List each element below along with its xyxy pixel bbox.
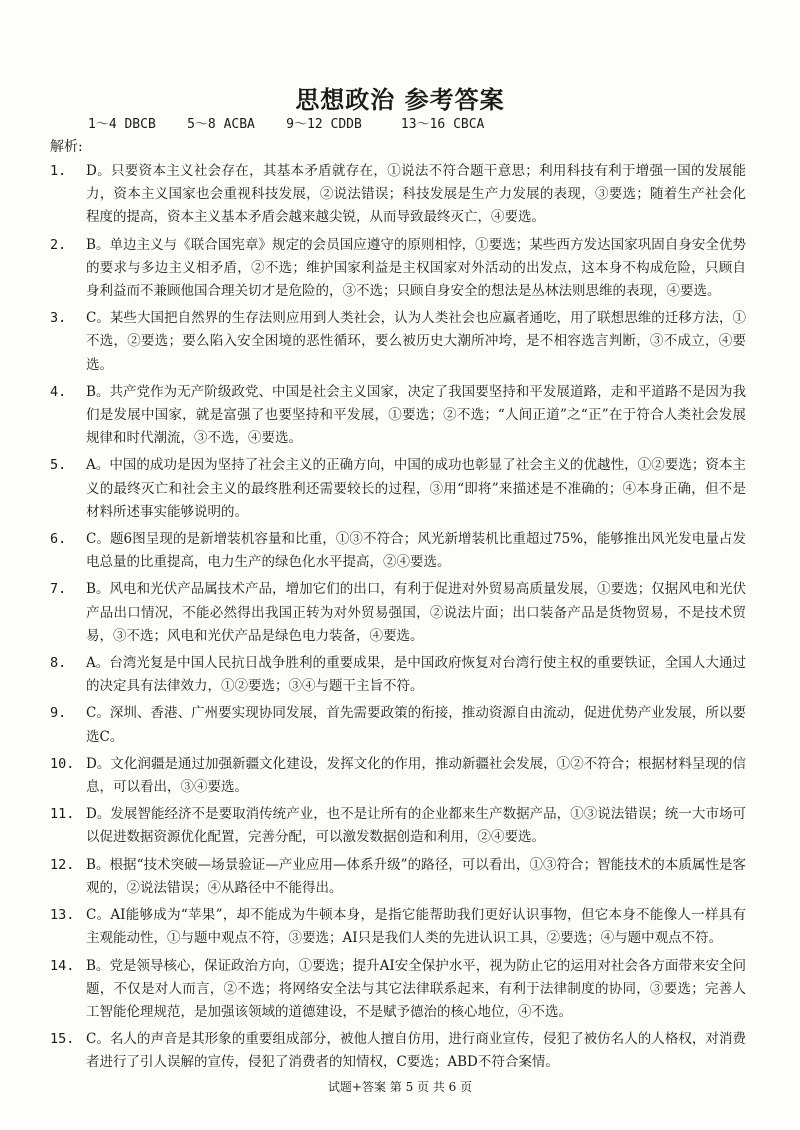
item-number: 1. [50, 163, 67, 179]
item-text: D。文化润疆是通过加强新疆文化建设，发挥文化的作用，推动新疆社会发展，①②不符合；根据材料呈现的信息，可以看出，③④要选。 [86, 755, 746, 796]
item-text: D。发展智能经济不是要取消传统产业，也不是让所有的企业都来生产数据产品，①③说法错误；统一大市场可以促进数据资源优化配置，完善分配，可以激发数据创造和利用，②④要选。 [86, 806, 746, 846]
item-number: 2. [50, 236, 67, 253]
item-text: C。AI能够成为“苹果”，却不能成为牛顿本身，是指它能帮助我们更好认识事物，但它本身不能像人一样具有主观能动性，①与题中观点不符，③要选；AI只是我们人类的先进认识工具，②要选；④与题中观点不符。 [86, 907, 746, 947]
page-title: 思想政治 参考答案 [295, 86, 505, 114]
analysis-item [0, 454, 800, 524]
analysis-item [0, 702, 800, 748]
item-number: 15. [50, 1031, 75, 1048]
item-text: B。共产党作为无产阶级政党、中国是社会主义国家，决定了我国要坚持和平发展道路，走和平道路不是因为我们是发展中国家，就是富强了也要坚持和平发展，①要选；②不选；“人间正道”之“正”在于符合人类社会发展规律和时代潮流，③不选，④要选。 [86, 383, 746, 447]
analysis-item [0, 307, 800, 377]
analysis-list [0, 160, 800, 1079]
answer-key-line: 1～4 DBCB 5～8 ACBA 9～12 CDDB 13～16 CBCA [88, 117, 485, 132]
analysis-item [0, 854, 800, 900]
item-text: C。深圳、香港、广州要实现协同发展，首先需要政策的衔接，推动资源自由流动，促进优势产业发展，所以要选C。 [86, 705, 746, 745]
item-number: 11. [50, 806, 75, 823]
analysis-item [0, 234, 800, 304]
item-number: 14. [50, 957, 75, 974]
item-text: B。党是领导核心，保证政治方向，①要选；提升AI安全保护水平，视为防止它的运用对社会各方面带来安全问题，不仅是对人而言，②不选；将网络安全法与其它法律联系起来，有利于法律制度的协同，③要选；完善人工智能伦理规范，是加强该领域的道德建设，不是赋予德治的核心地位，④不选。 [86, 957, 746, 1020]
analysis-item [0, 1028, 800, 1074]
item-number: 7. [50, 581, 67, 598]
analysis-heading: 解析: [50, 139, 83, 155]
analysis-item [0, 753, 800, 799]
analysis-item [0, 381, 800, 451]
item-number: 6. [50, 531, 67, 548]
item-text: A。台湾光复是中国人民抗日战争胜利的重要成果，是中国政府恢复对台湾行使主权的重要铁证，全国人大通过的决定具有法律效力，①②要选；③④与题干主旨不符。 [86, 655, 746, 695]
item-text: C。某些大国把自然界的生存法则应用到人类社会，认为人类社会也应赢者通吃，用了联想思维的迁移方法，①不选，②要选；要么陷入安全困境的恶性循环，要么被历史大潮所冲垮，是不相容选言判断，③不成立，④要选。 [86, 310, 746, 373]
item-number: 13. [50, 907, 75, 924]
analysis-item [0, 803, 800, 849]
item-number: 12. [50, 856, 75, 873]
analysis-item [0, 528, 800, 574]
item-text: B。风电和光伏产品属技术产品，增加它们的出口，有利于促进对外贸易高质量发展，①要选；仅据风电和光伏产品出口情况，不能必然得出我国正转为对外贸易强国，②说法片面；出口装备产品是货物贸易，不是技术贸易，③不选；风电和光伏产品是绿色电力装备，④要选。 [86, 581, 746, 644]
item-number: 10. [50, 755, 75, 772]
analysis-item [0, 578, 800, 648]
item-number: 8. [50, 655, 67, 672]
analysis-item [0, 652, 800, 698]
analysis-item [0, 904, 800, 950]
item-number: 3. [50, 310, 67, 327]
page-footer: 试题+答案 第 5 页 共 6 页 [327, 1080, 473, 1094]
item-text: B。根据“技术突破—场景验证—产业应用—体系升级”的路径，可以看出，①③符合；智能技术的本质属性是客观的，②说法错误；④从路径中不能得出。 [86, 856, 746, 896]
item-text: D。只要资本主义社会存在，其基本矛盾就存在，①说法不符合题干意思；利用科技有利于增强一国的发展能力，资本主义国家也会重视科技发展，②说法错误；科技发展是生产力发展的表现，③要选；随着生产社会化程度的提高，资本主义基本矛盾会越来越尖锐，从而导致最终灭亡，④要选。 [86, 163, 746, 226]
item-text: C。题6图呈现的是新增装机容量和比重，①③不符合；风光新增装机比重超过75%，能够推出风光发电量占发电总量的比重提高，电力生产的绿色化水平提高，②④要选。 [86, 531, 746, 571]
analysis-item [0, 160, 800, 230]
item-number: 9. [50, 705, 67, 722]
item-number: 5. [50, 457, 67, 474]
item-text: A。中国的成功是因为坚持了社会主义的正确方向，中国的成功也彰显了社会主义的优越性，①②要选；资本主义的最终灭亡和社会主义的最终胜利还需要较长的过程，③用“即将”来描述是不准确的；④本身正确，但不是材料所述事实能够说明的。 [86, 457, 746, 520]
item-text: B。单边主义与《联合国宪章》规定的会员国应遵守的原则相悖，①要选；某些西方发达国家巩固自身安全优势的要求与多边主义相矛盾，②不选；维护国家利益是主权国家对外活动的出发点，这本身不构成危险，只顾自身利益而不兼顾他国合理关切才是危险的，③不选；只顾自身安全的想法是丛林法则思维的表现，④要选。 [86, 236, 746, 300]
analysis-item [0, 955, 800, 1025]
item-text: C。名人的声音是其形象的重要组成部分，被他人擅自仿用，进行商业宣传，侵犯了被仿名人的人格权，对消费者进行了引人误解的宣传，侵犯了消费者的知情权，C要选；ABD不符合案情。 [86, 1031, 746, 1071]
item-number: 4. [50, 383, 67, 400]
